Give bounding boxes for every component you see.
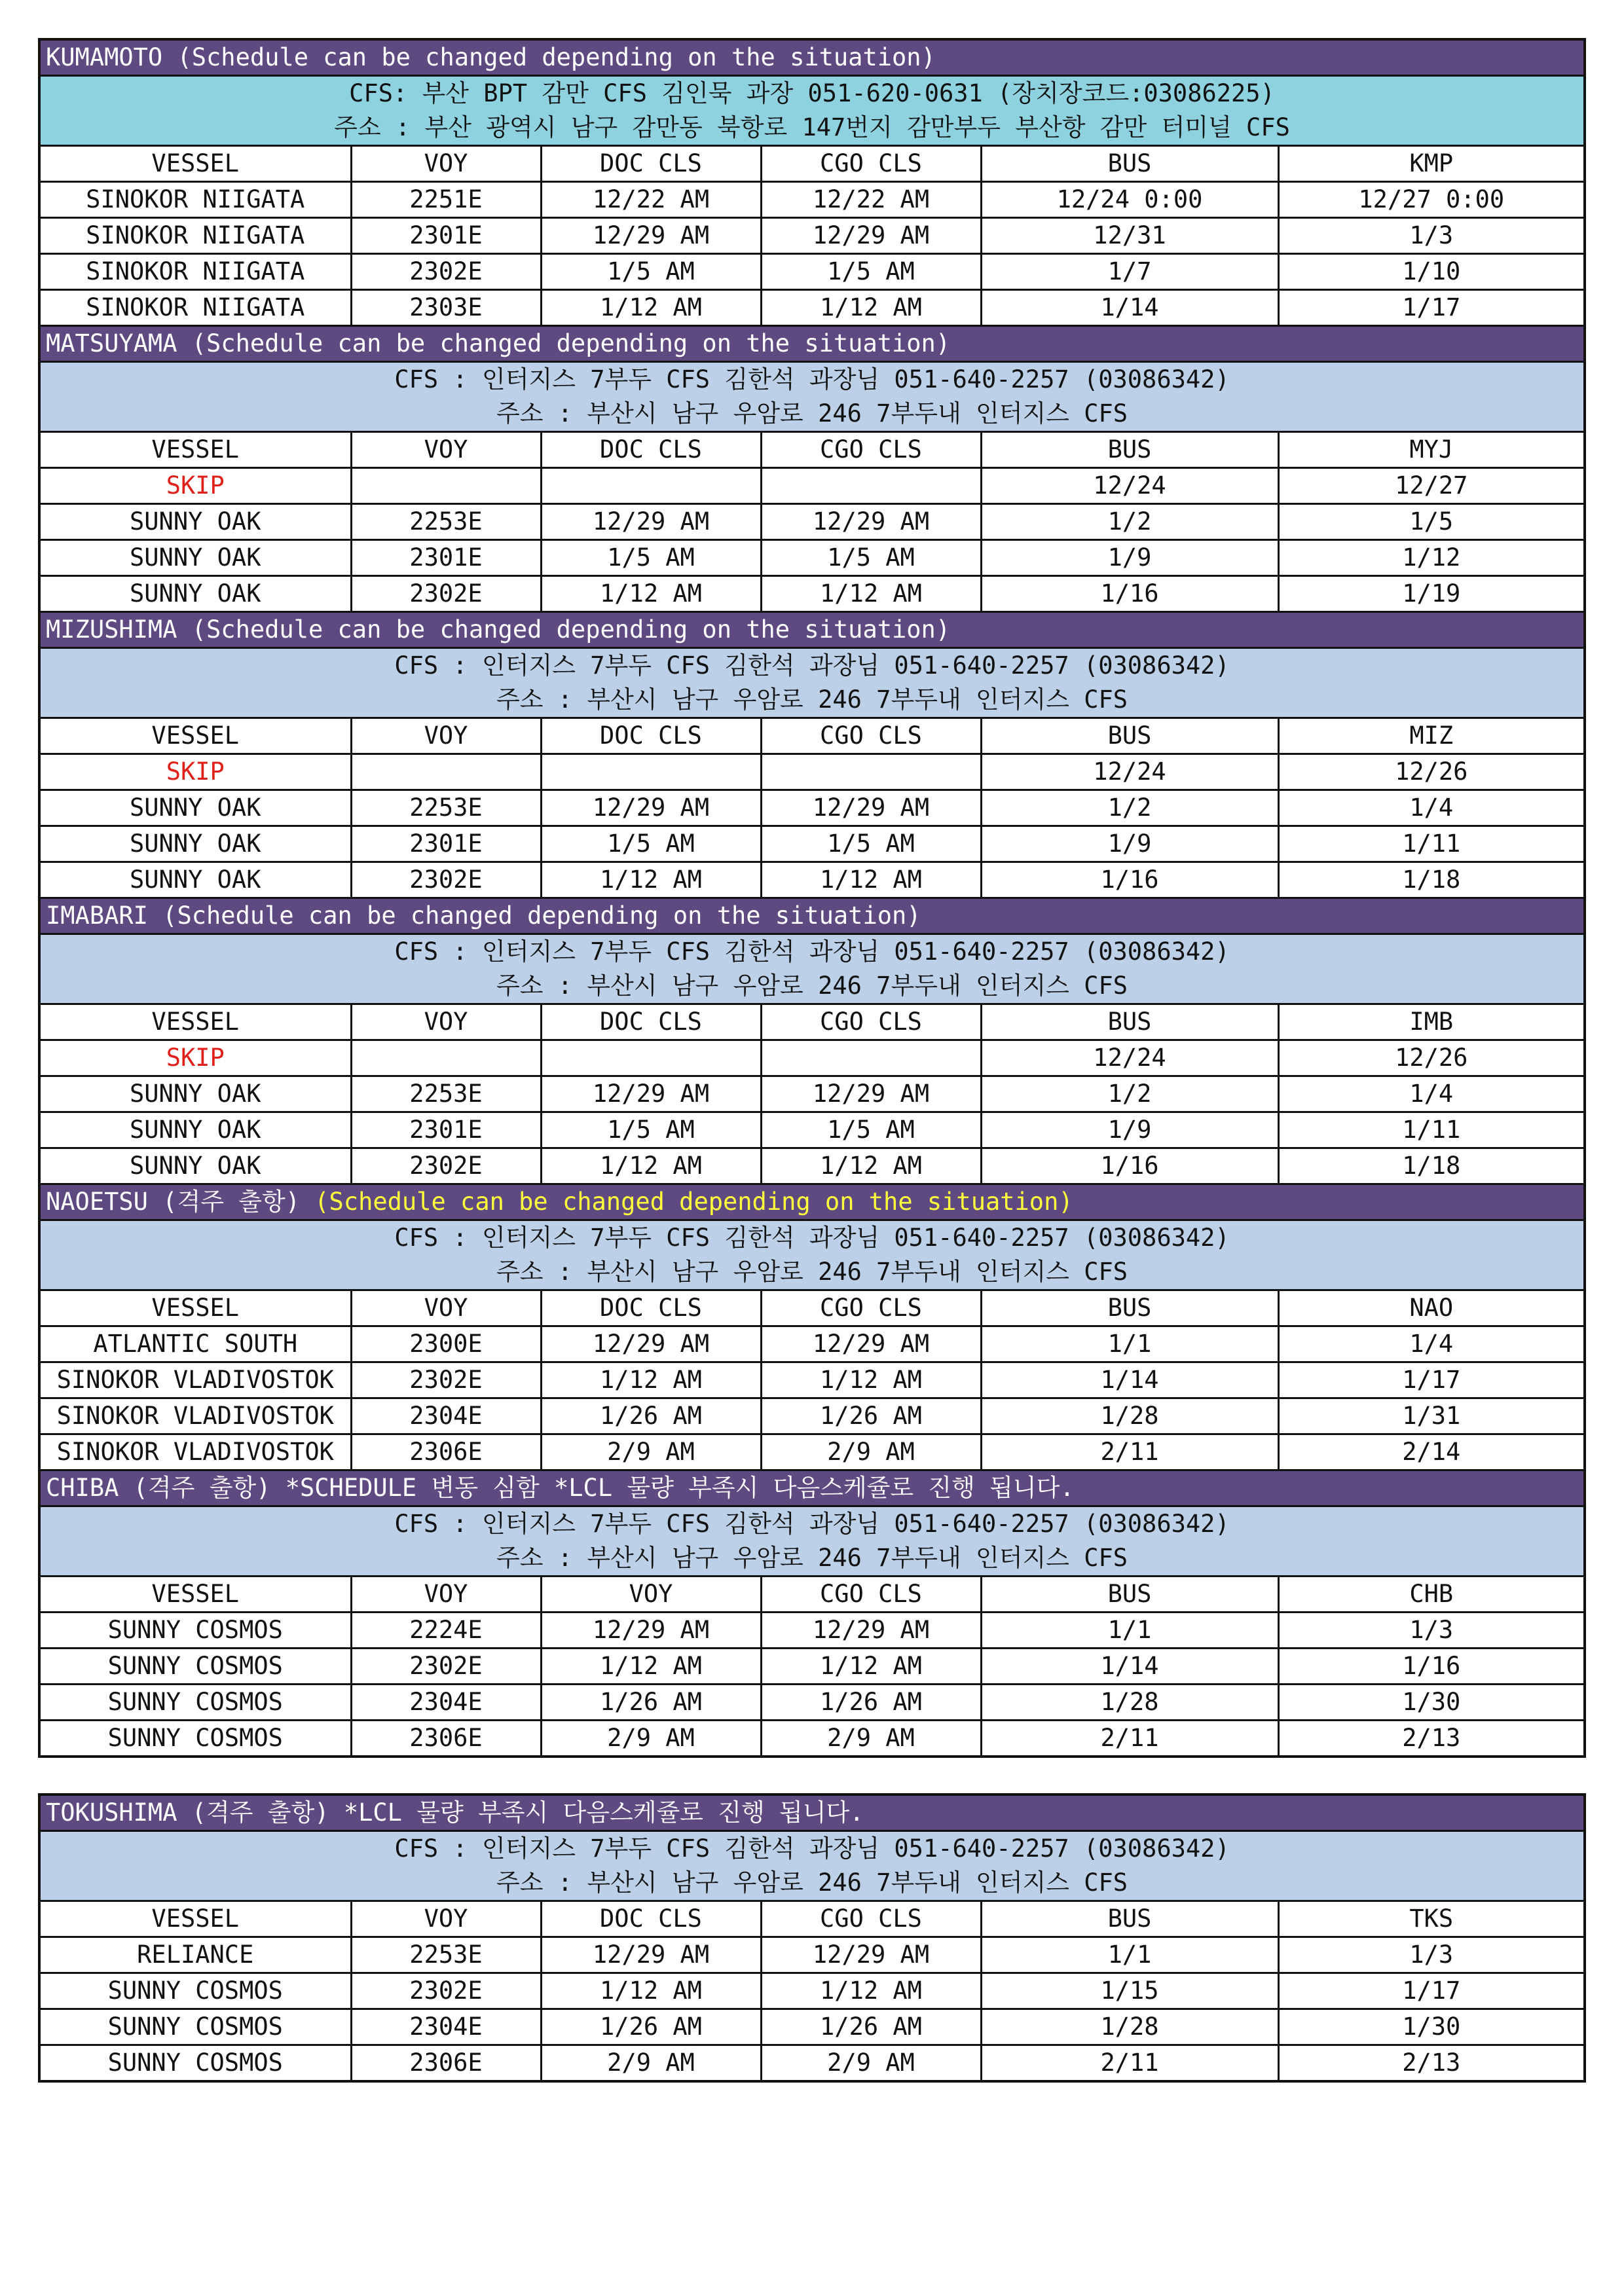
table-row bbox=[39, 290, 1585, 326]
table-cell: 2253E bbox=[351, 1076, 541, 1112]
table-cell: 2303E bbox=[351, 290, 541, 326]
table-cell: SUNNY OAK bbox=[39, 1076, 351, 1112]
table-row bbox=[39, 254, 1585, 290]
table-cell: 12/24 bbox=[981, 1040, 1278, 1076]
column-header: VOY bbox=[351, 1576, 541, 1613]
table-cell: 1/2 bbox=[981, 504, 1278, 540]
column-header: MIZ bbox=[1278, 718, 1585, 754]
column-header: VOY bbox=[351, 146, 541, 182]
table-cell: 1/9 bbox=[981, 1112, 1278, 1148]
table-cell: 1/4 bbox=[1278, 1076, 1585, 1112]
cfs-info-row bbox=[39, 1506, 1585, 1542]
table-row bbox=[39, 1434, 1585, 1470]
table-row bbox=[39, 576, 1585, 612]
table-cell: 1/16 bbox=[981, 1148, 1278, 1184]
port-title: IMABARI (Schedule can be changed depending on the situation) bbox=[46, 902, 921, 930]
table-cell: 1/12 AM bbox=[761, 290, 981, 326]
cfs-contact: CFS : 인터지스 7부두 CFS 김한석 과장님 051-640-2257 (03086342) bbox=[39, 1220, 1585, 1256]
table-row bbox=[39, 1613, 1585, 1649]
table-cell: 2/13 bbox=[1278, 1721, 1585, 1757]
table-cell: 1/12 AM bbox=[541, 1362, 761, 1398]
section-title bbox=[39, 1184, 1585, 1220]
table-cell: 1/12 AM bbox=[541, 1148, 761, 1184]
table-cell: SUNNY OAK bbox=[39, 504, 351, 540]
table-cell: 1/11 bbox=[1278, 826, 1585, 862]
table-cell: ATLANTIC SOUTH bbox=[39, 1326, 351, 1362]
table-cell: 2306E bbox=[351, 1721, 541, 1757]
table-row bbox=[39, 504, 1585, 540]
table-cell: SUNNY OAK bbox=[39, 862, 351, 898]
table-cell: 12/22 AM bbox=[541, 182, 761, 218]
column-header: VOY bbox=[351, 432, 541, 468]
table-row bbox=[39, 1649, 1585, 1685]
schedule-table-tokushima bbox=[38, 1793, 1586, 2083]
table-cell: SUNNY COSMOS bbox=[39, 1613, 351, 1649]
column-header: CGO CLS bbox=[761, 1004, 981, 1040]
table-row bbox=[39, 1937, 1585, 1973]
cfs-info-row bbox=[39, 1866, 1585, 1901]
port-title: KUMAMOTO (Schedule can be changed depending on the situation) bbox=[46, 43, 936, 71]
table-cell: SUNNY COSMOS bbox=[39, 2009, 351, 2045]
table-cell: 12/29 AM bbox=[761, 1613, 981, 1649]
column-header: DOC CLS bbox=[541, 432, 761, 468]
column-header: CGO CLS bbox=[761, 432, 981, 468]
table-cell: 2302E bbox=[351, 254, 541, 290]
table-cell: 12/29 AM bbox=[541, 1937, 761, 1973]
table-cell: 1/12 AM bbox=[541, 1973, 761, 2009]
table-cell: 2224E bbox=[351, 1613, 541, 1649]
table-cell: 1/30 bbox=[1278, 1685, 1585, 1721]
column-header: MYJ bbox=[1278, 432, 1585, 468]
table-row bbox=[39, 1326, 1585, 1362]
column-header: DOC CLS bbox=[541, 718, 761, 754]
table-cell: 12/26 bbox=[1278, 754, 1585, 790]
cfs-info-row bbox=[39, 1541, 1585, 1576]
table-cell: 1/12 AM bbox=[541, 290, 761, 326]
cfs-contact: CFS : 인터지스 7부두 CFS 김한석 과장님 051-640-2257 (03086342) bbox=[39, 362, 1585, 397]
column-header: NAO bbox=[1278, 1290, 1585, 1326]
cfs-info-row bbox=[39, 648, 1585, 683]
table-cell: 1/18 bbox=[1278, 1148, 1585, 1184]
cfs-info-row bbox=[39, 1220, 1585, 1256]
cfs-info-row bbox=[39, 1831, 1585, 1867]
table-cell: 2302E bbox=[351, 1148, 541, 1184]
section-title-row bbox=[39, 1470, 1585, 1506]
column-header: DOC CLS bbox=[541, 146, 761, 182]
column-header: CGO CLS bbox=[761, 1290, 981, 1326]
table-cell: 2304E bbox=[351, 1685, 541, 1721]
table-cell: 1/15 bbox=[981, 1973, 1278, 2009]
table-cell: 1/31 bbox=[1278, 1398, 1585, 1434]
table-cell: 1/5 AM bbox=[761, 540, 981, 576]
section-title bbox=[39, 1795, 1585, 1831]
table-cell: 2/9 AM bbox=[541, 2045, 761, 2082]
table-cell: 2302E bbox=[351, 576, 541, 612]
cfs-address: 주소 : 부산시 남구 우암로 246 7부두내 인터지스 CFS bbox=[39, 1255, 1585, 1290]
table-cell: 2/9 AM bbox=[761, 1434, 981, 1470]
column-header: BUS bbox=[981, 432, 1278, 468]
table-cell: SUNNY OAK bbox=[39, 576, 351, 612]
section-title bbox=[39, 39, 1585, 76]
table-cell: 2306E bbox=[351, 1434, 541, 1470]
column-header: VESSEL bbox=[39, 718, 351, 754]
cfs-address: 주소 : 부산시 남구 우암로 246 7부두내 인터지스 CFS bbox=[39, 1866, 1585, 1901]
column-header: BUS bbox=[981, 146, 1278, 182]
port-title: MATSUYAMA (Schedule can be changed depending on the situation) bbox=[46, 329, 951, 357]
table-cell: 1/1 bbox=[981, 1937, 1278, 1973]
table-cell: SINOKOR VLADIVOSTOK bbox=[39, 1398, 351, 1434]
table-cell bbox=[761, 468, 981, 504]
table-cell: 1/1 bbox=[981, 1613, 1278, 1649]
table-cell: 12/29 AM bbox=[541, 1076, 761, 1112]
table-cell: 12/24 0:00 bbox=[981, 182, 1278, 218]
cfs-address: 주소 : 부산시 남구 우암로 246 7부두내 인터지스 CFS bbox=[39, 1541, 1585, 1576]
column-header: BUS bbox=[981, 718, 1278, 754]
port-title: CHIBA (격주 출항) *SCHEDULE 변동 심함 *LCL 물량 부족시 다음스케쥴로 진행 됩니다. bbox=[46, 1474, 1075, 1502]
table-cell: 12/27 0:00 bbox=[1278, 182, 1585, 218]
table-cell: 1/16 bbox=[981, 576, 1278, 612]
table-cell: 12/27 bbox=[1278, 468, 1585, 504]
table-row bbox=[39, 468, 1585, 504]
table-cell: 1/5 AM bbox=[761, 1112, 981, 1148]
table-cell: 1/9 bbox=[981, 540, 1278, 576]
table-row bbox=[39, 540, 1585, 576]
column-header-row bbox=[39, 432, 1585, 468]
table-row bbox=[39, 1398, 1585, 1434]
schedule-sheet bbox=[38, 38, 1583, 2083]
table-cell: 1/28 bbox=[981, 1685, 1278, 1721]
column-header: CGO CLS bbox=[761, 146, 981, 182]
table-cell: 1/2 bbox=[981, 1076, 1278, 1112]
table-cell: 1/5 bbox=[1278, 504, 1585, 540]
table-row bbox=[39, 2009, 1585, 2045]
table-cell: 2251E bbox=[351, 182, 541, 218]
column-header-row bbox=[39, 718, 1585, 754]
table-cell: SUNNY COSMOS bbox=[39, 1721, 351, 1757]
table-cell: 1/5 AM bbox=[541, 826, 761, 862]
cfs-info-row bbox=[39, 111, 1585, 146]
schedule-table-main bbox=[38, 38, 1586, 1758]
table-row bbox=[39, 2045, 1585, 2082]
column-header: CGO CLS bbox=[761, 1901, 981, 1937]
section-title-row bbox=[39, 898, 1585, 934]
table-cell: 2306E bbox=[351, 2045, 541, 2082]
column-header: VOY bbox=[541, 1576, 761, 1613]
table-cell: SKIP bbox=[39, 468, 351, 504]
table-cell: 1/5 AM bbox=[541, 254, 761, 290]
table-cell: 12/29 AM bbox=[541, 790, 761, 826]
table-cell: 2302E bbox=[351, 1362, 541, 1398]
column-header: CGO CLS bbox=[761, 718, 981, 754]
table-cell: 2/9 AM bbox=[541, 1721, 761, 1757]
column-header: VOY bbox=[351, 1901, 541, 1937]
table-cell: 12/29 AM bbox=[761, 218, 981, 254]
table-cell: 1/3 bbox=[1278, 1613, 1585, 1649]
table-row bbox=[39, 1721, 1585, 1757]
table-cell: RELIANCE bbox=[39, 1937, 351, 1973]
table-cell: 2304E bbox=[351, 1398, 541, 1434]
table-cell: 1/26 AM bbox=[761, 2009, 981, 2045]
table-cell: 1/4 bbox=[1278, 790, 1585, 826]
table-cell: SINOKOR NIIGATA bbox=[39, 290, 351, 326]
table-row bbox=[39, 862, 1585, 898]
table-cell: 1/28 bbox=[981, 2009, 1278, 2045]
table-cell: 1/14 bbox=[981, 290, 1278, 326]
table-cell: 1/17 bbox=[1278, 290, 1585, 326]
table-cell: 1/26 AM bbox=[761, 1398, 981, 1434]
table-cell: 2/13 bbox=[1278, 2045, 1585, 2082]
table-cell: 2304E bbox=[351, 2009, 541, 2045]
section-title bbox=[39, 326, 1585, 362]
cfs-contact: CFS : 인터지스 7부두 CFS 김한석 과장님 051-640-2257 (03086342) bbox=[39, 1506, 1585, 1542]
table-cell: 12/29 AM bbox=[541, 218, 761, 254]
table-cell: SUNNY COSMOS bbox=[39, 2045, 351, 2082]
table-cell: 1/12 bbox=[1278, 540, 1585, 576]
table-cell: 1/12 AM bbox=[541, 1649, 761, 1685]
table-cell: 1/28 bbox=[981, 1398, 1278, 1434]
section-title-row bbox=[39, 1795, 1585, 1831]
table-row bbox=[39, 218, 1585, 254]
table-cell: 12/24 bbox=[981, 468, 1278, 504]
table-cell: 1/12 AM bbox=[541, 576, 761, 612]
table-row bbox=[39, 826, 1585, 862]
column-header: VESSEL bbox=[39, 1290, 351, 1326]
table-row bbox=[39, 1076, 1585, 1112]
cfs-info-row bbox=[39, 362, 1585, 397]
table-cell bbox=[541, 1040, 761, 1076]
table-cell: 1/12 AM bbox=[761, 576, 981, 612]
table-cell: 2/9 AM bbox=[761, 2045, 981, 2082]
table-cell: 2253E bbox=[351, 790, 541, 826]
section-title bbox=[39, 898, 1585, 934]
table-row bbox=[39, 1040, 1585, 1076]
table-cell: SINOKOR VLADIVOSTOK bbox=[39, 1434, 351, 1470]
table-cell: 2/9 AM bbox=[761, 1721, 981, 1757]
table-cell: SINOKOR NIIGATA bbox=[39, 182, 351, 218]
table-cell: 1/12 AM bbox=[761, 1649, 981, 1685]
cfs-address: 주소 : 부산시 남구 우암로 246 7부두내 인터지스 CFS bbox=[39, 397, 1585, 432]
table-cell: 2302E bbox=[351, 1973, 541, 2009]
table-cell: 1/26 AM bbox=[541, 1685, 761, 1721]
table-cell: 1/9 bbox=[981, 826, 1278, 862]
cfs-contact: CFS : 인터지스 7부두 CFS 김한석 과장님 051-640-2257 (03086342) bbox=[39, 934, 1585, 970]
table-cell: 12/29 AM bbox=[761, 790, 981, 826]
table-cell: 1/12 AM bbox=[761, 1362, 981, 1398]
table-row bbox=[39, 1148, 1585, 1184]
table-cell: 1/14 bbox=[981, 1649, 1278, 1685]
column-header: VOY bbox=[351, 718, 541, 754]
table-cell: 2/11 bbox=[981, 1721, 1278, 1757]
section-title bbox=[39, 612, 1585, 648]
table-cell: SINOKOR NIIGATA bbox=[39, 254, 351, 290]
table-row bbox=[39, 754, 1585, 790]
table-cell: 2253E bbox=[351, 504, 541, 540]
table-cell: 1/14 bbox=[981, 1362, 1278, 1398]
column-header: VESSEL bbox=[39, 1004, 351, 1040]
cfs-info-row bbox=[39, 683, 1585, 718]
table-row bbox=[39, 182, 1585, 218]
table-cell: 2/14 bbox=[1278, 1434, 1585, 1470]
table-cell: 2/9 AM bbox=[541, 1434, 761, 1470]
table-cell: SUNNY OAK bbox=[39, 790, 351, 826]
schedule-note: (Schedule can be changed depending on the situation) bbox=[314, 1188, 1073, 1216]
table-cell bbox=[541, 754, 761, 790]
table-cell: 12/31 bbox=[981, 218, 1278, 254]
table-cell: 1/12 AM bbox=[761, 1973, 981, 2009]
table-cell: 1/12 AM bbox=[541, 862, 761, 898]
section-gap bbox=[38, 1758, 1583, 1793]
table-row bbox=[39, 1112, 1585, 1148]
cfs-address: 주소 : 부산시 남구 우암로 246 7부두내 인터지스 CFS bbox=[39, 969, 1585, 1004]
column-header-row bbox=[39, 1576, 1585, 1613]
table-cell: 1/18 bbox=[1278, 862, 1585, 898]
table-cell: 2253E bbox=[351, 1937, 541, 1973]
cfs-contact: CFS: 부산 BPT 감만 CFS 김인묵 과장 051-620-0631 (장치장코드:03086225) bbox=[39, 76, 1585, 111]
table-cell: 1/16 bbox=[981, 862, 1278, 898]
column-header: BUS bbox=[981, 1290, 1278, 1326]
table-cell: 1/5 AM bbox=[541, 1112, 761, 1148]
table-cell: 12/29 AM bbox=[761, 1937, 981, 1973]
table-cell: 12/29 AM bbox=[541, 504, 761, 540]
table-cell: 12/29 AM bbox=[761, 1076, 981, 1112]
column-header: CHB bbox=[1278, 1576, 1585, 1613]
table-cell: 12/22 AM bbox=[761, 182, 981, 218]
cfs-contact: CFS : 인터지스 7부두 CFS 김한석 과장님 051-640-2257 (03086342) bbox=[39, 1831, 1585, 1867]
table-cell: SUNNY OAK bbox=[39, 1112, 351, 1148]
column-header: DOC CLS bbox=[541, 1290, 761, 1326]
section-title-row bbox=[39, 612, 1585, 648]
table-cell bbox=[761, 1040, 981, 1076]
column-header: KMP bbox=[1278, 146, 1585, 182]
column-header: DOC CLS bbox=[541, 1901, 761, 1937]
table-cell: 1/11 bbox=[1278, 1112, 1585, 1148]
table-row bbox=[39, 1973, 1585, 2009]
column-header: TKS bbox=[1278, 1901, 1585, 1937]
section-title bbox=[39, 1470, 1585, 1506]
table-cell: 2301E bbox=[351, 540, 541, 576]
table-cell: 2/11 bbox=[981, 1434, 1278, 1470]
table-cell: 1/26 AM bbox=[541, 1398, 761, 1434]
column-header: CGO CLS bbox=[761, 1576, 981, 1613]
column-header: IMB bbox=[1278, 1004, 1585, 1040]
column-header-row bbox=[39, 146, 1585, 182]
table-cell: 1/4 bbox=[1278, 1326, 1585, 1362]
table-cell: SUNNY COSMOS bbox=[39, 1649, 351, 1685]
table-cell: 1/26 AM bbox=[761, 1685, 981, 1721]
table-cell: 12/29 AM bbox=[541, 1613, 761, 1649]
table-cell: SUNNY OAK bbox=[39, 540, 351, 576]
column-header: VESSEL bbox=[39, 432, 351, 468]
cfs-info-row bbox=[39, 1255, 1585, 1290]
table-cell bbox=[761, 754, 981, 790]
table-row bbox=[39, 790, 1585, 826]
table-cell: 1/17 bbox=[1278, 1973, 1585, 2009]
table-cell: 1/1 bbox=[981, 1326, 1278, 1362]
cfs-contact: CFS : 인터지스 7부두 CFS 김한석 과장님 051-640-2257 (03086342) bbox=[39, 648, 1585, 683]
table-cell: SINOKOR NIIGATA bbox=[39, 218, 351, 254]
cfs-info-row bbox=[39, 397, 1585, 432]
column-header-row bbox=[39, 1004, 1585, 1040]
table-cell: SUNNY OAK bbox=[39, 1148, 351, 1184]
column-header: VOY bbox=[351, 1004, 541, 1040]
table-cell: 1/10 bbox=[1278, 254, 1585, 290]
cfs-info-row bbox=[39, 969, 1585, 1004]
table-cell: 1/2 bbox=[981, 790, 1278, 826]
cfs-info-row bbox=[39, 76, 1585, 111]
port-title: TOKUSHIMA (격주 출항) *LCL 물량 부족시 다음스케쥴로 진행 됩니다. bbox=[46, 1798, 864, 1827]
table-cell: 1/3 bbox=[1278, 1937, 1585, 1973]
table-cell: SKIP bbox=[39, 754, 351, 790]
table-cell: 1/30 bbox=[1278, 2009, 1585, 2045]
table-cell bbox=[351, 754, 541, 790]
table-cell: 2301E bbox=[351, 826, 541, 862]
table-cell: 1/12 AM bbox=[761, 1148, 981, 1184]
section-title-row bbox=[39, 1184, 1585, 1220]
cfs-address: 주소 : 부산시 남구 우암로 246 7부두내 인터지스 CFS bbox=[39, 683, 1585, 718]
table-cell: SUNNY COSMOS bbox=[39, 1973, 351, 2009]
table-cell: 2302E bbox=[351, 1649, 541, 1685]
column-header: VOY bbox=[351, 1290, 541, 1326]
column-header: VESSEL bbox=[39, 1901, 351, 1937]
column-header: VESSEL bbox=[39, 1576, 351, 1613]
table-cell: 12/29 AM bbox=[541, 1326, 761, 1362]
table-cell: 2/11 bbox=[981, 2045, 1278, 2082]
table-cell: 2301E bbox=[351, 218, 541, 254]
table-cell: 1/19 bbox=[1278, 576, 1585, 612]
table-cell: SUNNY COSMOS bbox=[39, 1685, 351, 1721]
table-cell: SINOKOR VLADIVOSTOK bbox=[39, 1362, 351, 1398]
cfs-info-row bbox=[39, 934, 1585, 970]
table-row bbox=[39, 1685, 1585, 1721]
table-cell bbox=[351, 1040, 541, 1076]
table-cell: 12/24 bbox=[981, 754, 1278, 790]
table-cell bbox=[541, 468, 761, 504]
section-title-row bbox=[39, 326, 1585, 362]
table-cell: 2300E bbox=[351, 1326, 541, 1362]
table-cell: 12/29 AM bbox=[761, 504, 981, 540]
table-cell: 1/12 AM bbox=[761, 862, 981, 898]
column-header: BUS bbox=[981, 1576, 1278, 1613]
table-cell: 2301E bbox=[351, 1112, 541, 1148]
column-header-row bbox=[39, 1901, 1585, 1937]
table-cell: 1/5 AM bbox=[761, 254, 981, 290]
port-title: NAOETSU (격주 출항) bbox=[46, 1188, 315, 1216]
table-cell: 1/3 bbox=[1278, 218, 1585, 254]
table-cell bbox=[351, 468, 541, 504]
table-cell: SUNNY OAK bbox=[39, 826, 351, 862]
column-header-row bbox=[39, 1290, 1585, 1326]
table-cell: 1/5 AM bbox=[761, 826, 981, 862]
table-cell: 1/26 AM bbox=[541, 2009, 761, 2045]
table-cell: 1/16 bbox=[1278, 1649, 1585, 1685]
column-header: BUS bbox=[981, 1901, 1278, 1937]
table-cell: SKIP bbox=[39, 1040, 351, 1076]
table-cell: 1/7 bbox=[981, 254, 1278, 290]
table-cell: 12/29 AM bbox=[761, 1326, 981, 1362]
column-header: VESSEL bbox=[39, 146, 351, 182]
table-cell: 2302E bbox=[351, 862, 541, 898]
table-row bbox=[39, 1362, 1585, 1398]
port-title: MIZUSHIMA (Schedule can be changed depending on the situation) bbox=[46, 615, 951, 644]
column-header: BUS bbox=[981, 1004, 1278, 1040]
table-cell: 12/26 bbox=[1278, 1040, 1585, 1076]
section-title-row bbox=[39, 39, 1585, 76]
table-cell: 1/5 AM bbox=[541, 540, 761, 576]
column-header: DOC CLS bbox=[541, 1004, 761, 1040]
table-cell: 1/17 bbox=[1278, 1362, 1585, 1398]
cfs-address: 주소 : 부산 광역시 남구 감만동 북항로 147번지 감만부두 부산항 감만 터미널 CFS bbox=[39, 111, 1585, 146]
